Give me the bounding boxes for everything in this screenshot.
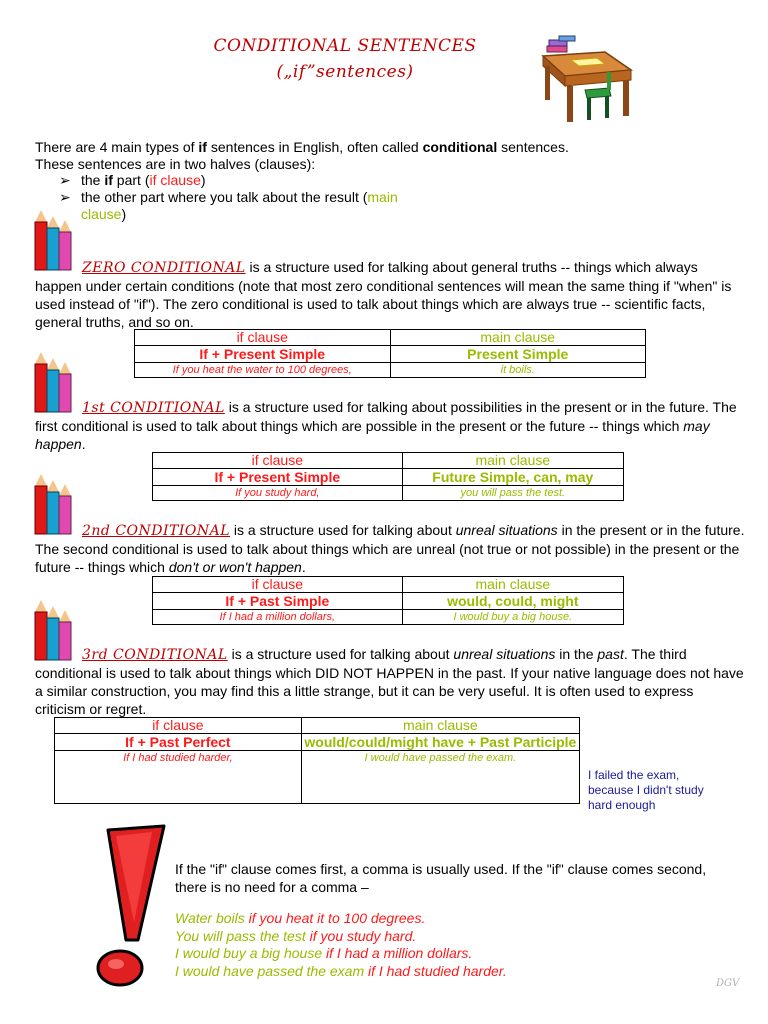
table-cell: Present Simple — [390, 346, 646, 363]
list-item: ➢ the if part (if clause) — [59, 172, 206, 188]
table-cell: If I had studied harder, — [55, 751, 302, 804]
signature: DGV — [716, 978, 740, 989]
zero-conditional-table — [134, 329, 646, 378]
table-cell: main clause — [402, 453, 623, 469]
table-cell: If I had a million dollars, — [153, 610, 403, 625]
third-conditional-text: 3rd CONDITIONAL is a structure used for talking about unreal situations in the past. The third conditional is used to talk about things which DID NOT HAPPEN in the past. If your native language does not have a similar construction, you may find this a little strange, but it can be very useful. It is often used to express criticism or regret. — [35, 646, 744, 717]
zero-conditional-text: ZERO CONDITIONAL is a structure used for talking about general truths -- things which always happen under certain conditions (note that most zero conditional sentences will mean the same thing if "when" is used instead of "if"). The zero conditional is used to talk about things which are always true -- scientific facts, general truths, and so on. — [35, 259, 732, 330]
example-line: I would buy a big house if I had a million dollars. — [175, 945, 473, 961]
table-cell: if clause — [153, 453, 403, 469]
table-cell: If you study hard, — [153, 486, 403, 501]
example-line: Water boils if you heat it to 100 degrees. — [175, 910, 426, 926]
table-cell: Future Simple, can, may — [402, 469, 623, 486]
table-cell: If + Present Simple — [135, 346, 391, 363]
exclamation-icon — [86, 822, 170, 992]
table-cell: if clause — [135, 330, 391, 346]
title-line-1: CONDITIONAL SENTENCES — [213, 36, 477, 56]
comma-note — [175, 860, 735, 980]
example-line: You will pass the test if you study hard. — [175, 927, 417, 944]
intro-paragraph-2: These sentences are in two halves (clauses): — [35, 156, 316, 172]
table-cell: you will pass the test. — [402, 486, 623, 501]
second-conditional-text: 2nd CONDITIONAL is a structure used for talking about unreal situations in the present or in the future. The second conditional is used to talk about things which are unreal (not true or not possible) in the present or the future -- things which don't or won't happen. — [35, 522, 745, 575]
table-cell: If + Present Simple — [153, 469, 403, 486]
section-heading: 1st CONDITIONAL — [82, 400, 225, 416]
table-cell: main clause — [390, 330, 646, 346]
table-cell: If + Past Perfect — [55, 734, 302, 751]
section-heading: 3rd CONDITIONAL — [82, 647, 228, 663]
desk-clipart-icon — [535, 30, 635, 126]
clause-list — [35, 172, 715, 223]
title-line-2: („if”sentences) — [276, 62, 414, 82]
table-cell: main clause — [402, 577, 623, 593]
section-heading: ZERO CONDITIONAL — [82, 260, 246, 276]
third-conditional-table — [54, 717, 580, 804]
first-conditional-table — [152, 452, 624, 501]
arrow-bullet-icon: ➢ — [59, 172, 71, 188]
page-title — [200, 36, 490, 82]
table-cell: I would have passed the exam. — [301, 751, 579, 804]
table-cell: if clause — [153, 577, 403, 593]
table-cell: If you heat the water to 100 degrees, — [135, 363, 391, 378]
table-cell: I would buy a big house. — [402, 610, 623, 625]
table-cell: if clause — [55, 718, 302, 734]
section-heading: 2nd CONDITIONAL — [82, 523, 231, 539]
intro — [35, 138, 715, 223]
table-cell: main clause — [301, 718, 579, 734]
example-line: I would have passed the exam if I had studied harder. — [175, 962, 507, 979]
table-cell: would, could, might — [402, 593, 623, 610]
table-cell: would/could/might have + Past Participle — [301, 734, 579, 751]
arrow-bullet-icon: ➢ — [59, 189, 71, 205]
side-note: I failed the exam, because I didn't study hard enough — [588, 768, 704, 812]
second-conditional-table — [152, 576, 624, 625]
intro-paragraph-1: There are 4 main types of if sentences in English, often called conditional sentences. — [35, 139, 569, 155]
table-cell: it boils. — [390, 363, 646, 378]
list-item: ➢ the other part where you talk about the result (main clause) — [59, 189, 398, 222]
table-cell: If + Past Simple — [153, 593, 403, 610]
comma-note-text: If the "if" clause comes first, a comma is usually used. If the "if" clause comes second, there is no need for a comma – — [175, 861, 707, 895]
first-conditional-text: 1st CONDITIONAL is a structure used for talking about possibilities in the present or in the future. The first conditional is used to talk about things which are possible in the present or the future -- things which may happen. — [35, 399, 737, 452]
